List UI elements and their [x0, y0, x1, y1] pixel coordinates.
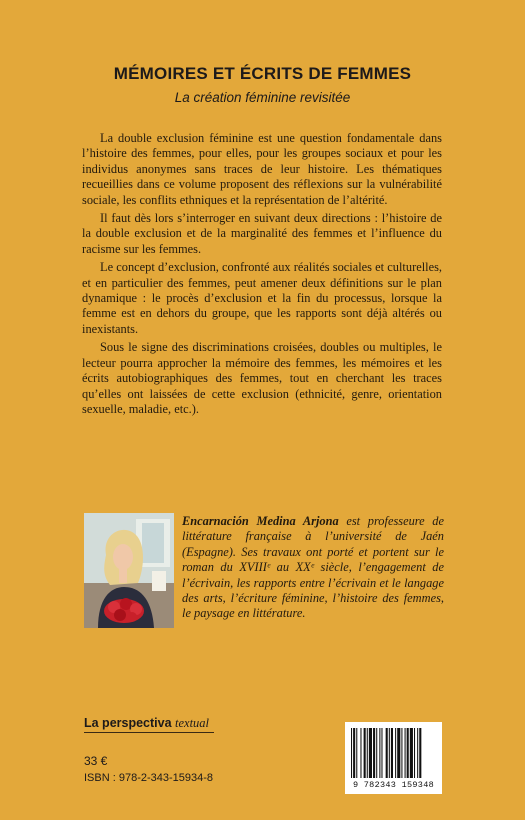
barcode-bar: [405, 728, 406, 778]
barcode-bar: [369, 728, 372, 778]
author-name: Encarnación Medina Arjona: [182, 514, 339, 528]
author-bio: [182, 514, 444, 622]
paragraph-3: Le concept d’exclusion, confronté aux réalités sociales et culturelles, et en particulier des femmes, peut amener deux définitions sur le plan dynamique : le procès d’exclusion et la fin du processus, lorsque la femme est en dehors du groupe, que les rapports sont déjà altérés ou inexistants.: [82, 260, 442, 336]
collection-logo: [84, 714, 214, 734]
price: 33 €: [84, 754, 108, 768]
barcode-bar: [389, 728, 390, 778]
barcode-bar: [353, 728, 355, 778]
barcode-bar: [410, 728, 413, 778]
back-cover-text: [82, 131, 442, 420]
barcode-bar: [397, 728, 400, 778]
barcode-bar: [419, 728, 421, 778]
barcode-bar: [356, 728, 357, 778]
barcode-bar: [360, 728, 361, 778]
barcode-digits: 9 782343 159348: [352, 780, 434, 790]
barcode-bar: [407, 728, 409, 778]
barcode-bar: [391, 728, 393, 778]
author-photo: [84, 513, 174, 628]
barcode-bar: [386, 728, 388, 778]
collection-rule: [84, 732, 214, 733]
paragraph-4: Sous le signe des discriminations croisées, doubles ou multiples, le lecteur pourra approcher la mémoire des femmes, les mémoires et les écrits autobiographiques des femmes, tout en cherchant les traces qu’elles ont laissées de cette exclusion (ethnicité, genre, orientation sexuelle, maladie, etc.).: [82, 340, 442, 416]
book-title: MÉMOIRES ET ÉCRITS DE FEMMES: [113, 64, 412, 83]
barcode-bar: [379, 728, 380, 778]
barcode-bar: [417, 728, 418, 778]
paragraph-2: Il faut dès lors s’interroger en suivant deux directions : l’histoire de la double exclusion et de la marginalité des femmes et l’influence du racisme sur les femmes.: [82, 211, 442, 256]
barcode-bar: [376, 728, 377, 778]
barcode-bar: [367, 728, 368, 778]
barcode-bar: [373, 728, 375, 778]
barcode-bar: [364, 728, 366, 778]
barcode-bar: [414, 728, 415, 778]
barcode-bar: [401, 728, 402, 778]
collection-suffix: textual: [175, 716, 210, 730]
author-bio-text: est professeure de littérature française à l’université de Jaén (Espagne). Ses travaux ont porté et portent sur le roman du XVIIIᵉ au XXᵉ siècle, l’engagement de l’écrivain, les rapports entre l’écrivain et le langage des arts, l’écriture féminine, l’histoire des femmes, le paysage en littérature.: [182, 514, 444, 621]
book-subtitle: La création féminine revisitée: [174, 90, 351, 105]
collection-name: La perspectiva: [84, 716, 172, 730]
barcode-bar: [395, 728, 396, 778]
paragraph-1: La double exclusion féminine est une question fondamentale dans l’histoire des femmes, pour elles, pour les groupes sociaux et pour les individus anonymes sans traces de leur histoire. Les thématiques recueillies dans ce volume proposent des réflexions sur la vulnérabilité sociale, les conflits ethniques et la représentation de l’altérité.: [82, 131, 442, 207]
barcode-bar: [381, 728, 382, 778]
isbn: ISBN : 978-2-343-15934-8: [84, 772, 214, 784]
barcode-bar: [351, 728, 352, 778]
